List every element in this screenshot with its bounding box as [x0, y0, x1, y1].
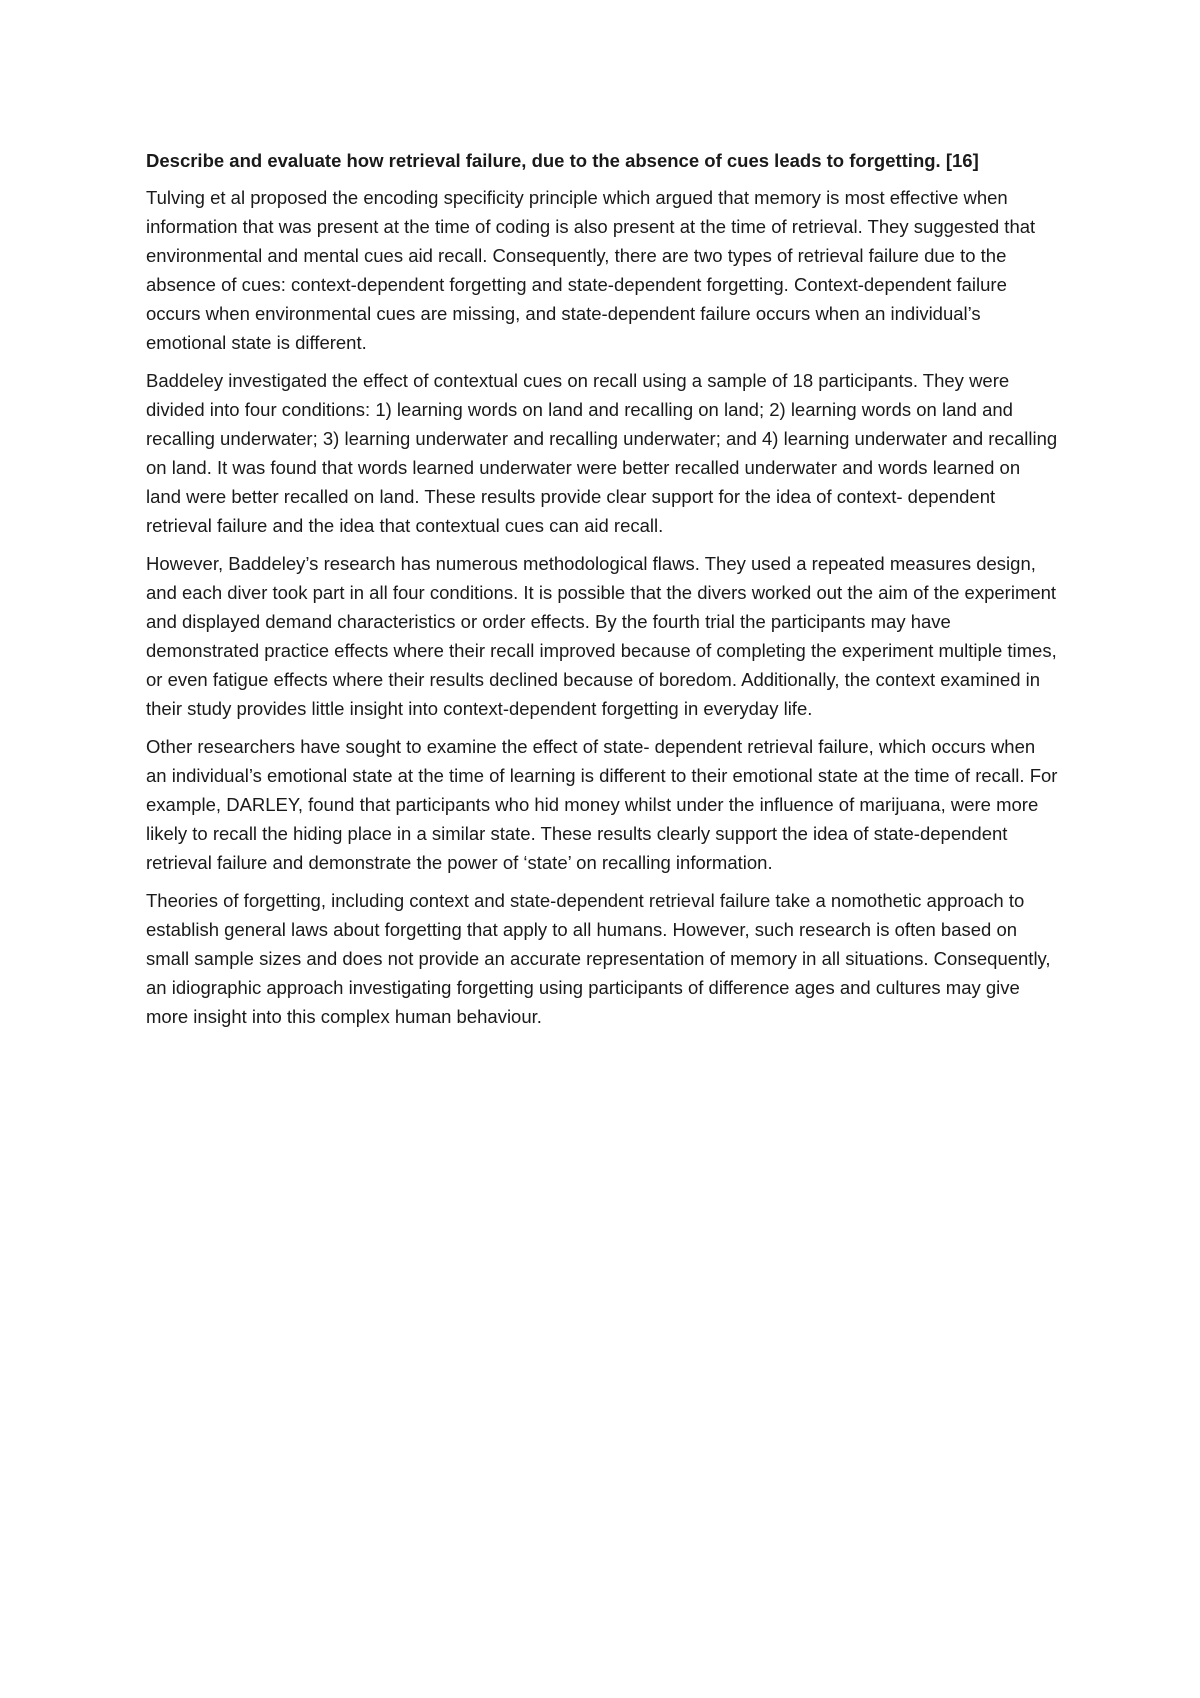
- paragraph-baddeley-study: Baddeley investigated the effect of contextual cues on recall using a sample of 18 participants. They were divided into four conditions: 1) learning words on land and recalling on land; 2) learning words on land and recalling underwater; 3) learning underwater and recalling underwater; and 4) learning underwater and recalling on land. It was found that words learned underwater were better recalled underwater and words learned on land were better recalled on land. These results provide clear support for the idea of context- dependent retrieval failure and the idea that contextual cues can aid recall.: [146, 370, 1058, 536]
- essay-question-heading: Describe and evaluate how retrieval failure, due to the absence of cues leads to forgetting. [16]: [146, 150, 979, 171]
- paragraph-nomothetic-approach: Theories of forgetting, including context and state-dependent retrieval failure take a nomothetic approach to establish general laws about forgetting that apply to all humans. However, such research is often based on small sample sizes and does not provide an accurate representation of memory in all situations. Consequently, an idiographic approach investigating forgetting using participants of difference ages and cultures may give more insight into this complex human behaviour.: [146, 890, 1051, 1027]
- paragraph-encoding-specificity: Tulving et al proposed the encoding specificity principle which argued that memory is most effective when information that was present at the time of coding is also present at the time of retrieval. They suggested that environmental and mental cues aid recall. Consequently, there are two types of retrieval failure due to the absence of cues: context-dependent forgetting and state-dependent forgetting. Context-dependent failure occurs when environmental cues are missing, and state-dependent failure occurs when an individual’s emotional state is different.: [146, 187, 1036, 353]
- document-body: [146, 146, 1058, 1040]
- paragraph-state-dependent: Other researchers have sought to examine the effect of state- dependent retrieval failure, which occurs when an individual’s emotional state at the time of learning is different to their emotional state at the time of recall. For example, DARLEY, found that participants who hid money whilst under the influence of marijuana, were more likely to recall the hiding place in a similar state. These results clearly support the idea of state-dependent retrieval failure and demonstrate the power of ‘state’ on recalling information.: [146, 736, 1058, 873]
- paragraph-methodological-flaws: However, Baddeley’s research has numerous methodological flaws. They used a repeated measures design, and each diver took part in all four conditions. It is possible that the divers worked out the aim of the experiment and displayed demand characteristics or order effects. By the fourth trial the participants may have demonstrated practice effects where their recall improved because of completing the experiment multiple times, or even fatigue effects where their results declined because of boredom. Additionally, the context examined in their study provides little insight into context-dependent forgetting in everyday life.: [146, 553, 1057, 719]
